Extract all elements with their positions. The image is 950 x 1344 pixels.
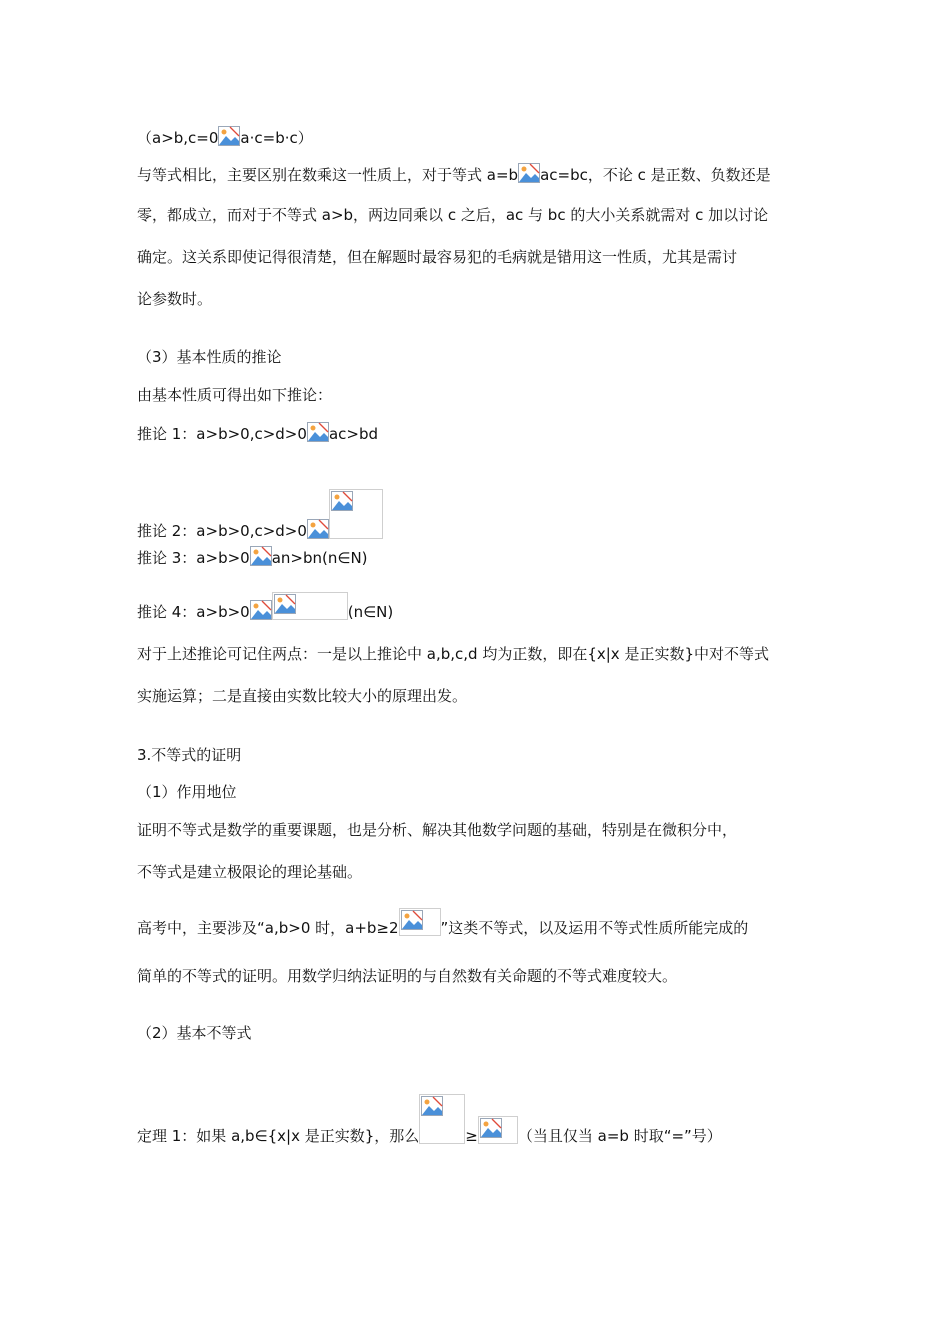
text: 与等式相比，主要区别在数乘这一性质上，对于等式 a=b: [137, 166, 519, 184]
paragraph-line: 不等式是建立极限论的理论基础。: [137, 863, 363, 881]
broken-image-icon: [218, 126, 240, 146]
paragraph-line: 简单的不等式的证明。用数学归纳法证明的与自然数有关命题的不等式难度较大。: [137, 967, 678, 985]
broken-image-icon: [518, 163, 540, 183]
text: 高考中，主要涉及“a,b>0 时，a+b≥2: [137, 919, 399, 937]
broken-image-icon: [399, 908, 441, 936]
corollary-2: [137, 489, 817, 541]
paragraph-line: [137, 163, 817, 185]
paragraph-line: 对于上述推论可记住两点：一是以上推论中 a,b,c,d 均为正数，即在{x|x 是正实数}中对不等式: [137, 645, 769, 663]
paragraph-line: 证明不等式是数学的重要课题，也是分析、解决其他数学问题的基础，特别是在微积分中，: [137, 821, 738, 839]
corollary-1: [137, 422, 817, 444]
text: 推论 4：a>b>0: [137, 603, 250, 621]
broken-image-icon: [307, 422, 329, 442]
broken-image-icon: [250, 546, 272, 566]
broken-image-icon: [307, 519, 329, 539]
corollary-3: [137, 546, 817, 568]
paragraph-line: 确定。这关系即使记得很清楚，但在解题时最容易犯的毛病就是错用这一性质，尤其是需讨: [137, 248, 738, 266]
text: （当且仅当 a=b 时取“=”号）: [517, 1127, 722, 1145]
text: ”这类不等式，以及运用不等式性质所能完成的: [440, 919, 749, 937]
text: 推论 2：a>b>0,c>d>0: [137, 522, 307, 540]
broken-image-icon: [329, 489, 383, 539]
paragraph-line: [137, 908, 817, 938]
paragraph-line: 论参数时。: [137, 290, 213, 308]
broken-image-icon: [419, 1094, 465, 1144]
subsection-heading: （2）基本不等式: [137, 1024, 252, 1042]
subsection-heading: （1）作用地位: [137, 783, 237, 801]
text: ac>bd: [328, 425, 378, 443]
text: （a>b,c=0: [137, 129, 219, 147]
section-heading: （3）基本性质的推论: [137, 348, 282, 366]
text: ac=bc，不论 c 是正数、负数还是: [540, 166, 771, 184]
paragraph-line: 由基本性质可得出如下推论：: [137, 386, 333, 404]
text: (n∈N): [347, 603, 394, 621]
broken-image-icon: [250, 600, 272, 620]
text: a·c=b·c）: [240, 129, 313, 147]
broken-image-icon: [272, 592, 348, 620]
text: ≥: [465, 1127, 478, 1145]
corollary-4: [137, 592, 817, 622]
text: an>bn(n∈N): [271, 549, 368, 567]
formula-line-1: [137, 126, 817, 148]
section-heading: 3.不等式的证明: [137, 746, 242, 764]
broken-image-icon: [478, 1116, 518, 1144]
text: 推论 3：a>b>0: [137, 549, 250, 567]
paragraph-line: 零，都成立，而对于不等式 a>b，两边同乘以 c 之后，ac 与 bc 的大小关系就需对 c 加以讨论: [137, 206, 769, 224]
theorem-1: [137, 1094, 817, 1146]
text: 定理 1：如果 a,b∈{x|x 是正实数}，那么: [137, 1127, 420, 1145]
text: 推论 1：a>b>0,c>d>0: [137, 425, 307, 443]
paragraph-line: 实施运算；二是直接由实数比较大小的原理出发。: [137, 687, 468, 705]
